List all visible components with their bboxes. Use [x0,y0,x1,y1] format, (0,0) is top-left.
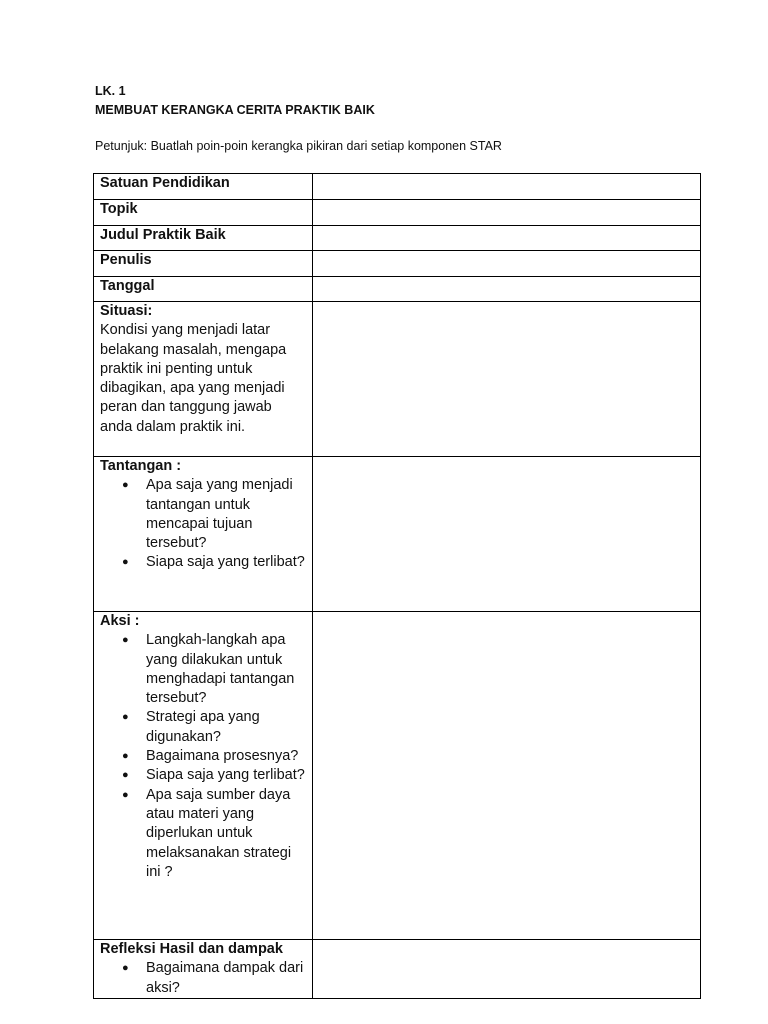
aksi-heading: Aksi : [100,613,140,629]
row-label-topik: Topik [94,200,313,226]
list-item: ● Apa saja yang menjadi tantangan untuk mencapai tujuan tersebut? [146,476,306,553]
list-item: ● Langkah-langkah apa yang dilakukan untuk menghadapi tantangan tersebut? [146,631,306,708]
row-label-tanggal: Tanggal [94,277,313,302]
table-row [94,302,701,457]
worksheet-code: LK. 1 [95,84,126,98]
situasi-heading: Situasi: [100,303,153,319]
table-row [94,457,701,612]
row-label-tantangan [94,457,313,612]
table-row [94,612,701,940]
worksheet-title: MEMBUAT KERANGKA CERITA PRAKTIK BAIK [95,103,375,117]
field-satuan-pendidikan[interactable] [313,174,701,200]
row-label-satuan-pendidikan: Satuan Pendidikan [94,174,313,200]
field-aksi[interactable] [313,612,701,940]
row-label-judul-praktik-baik: Judul Praktik Baik [94,226,313,251]
list-item: ● Bagaimana dampak dari aksi? [146,959,306,998]
row-label-penulis: Penulis [94,251,313,277]
field-topik[interactable] [313,200,701,226]
refleksi-points [100,959,306,998]
instruction-text: Petunjuk: Buatlah poin-poin kerangka pikiran dari setiap komponen STAR [95,139,502,153]
table-row [94,174,701,200]
row-label-situasi [94,302,313,457]
row-label-aksi [94,612,313,940]
field-tantangan[interactable] [313,457,701,612]
table-row [94,251,701,277]
list-item: ● Bagaimana prosesnya? [146,747,306,766]
field-tanggal[interactable] [313,277,701,302]
tantangan-points [100,476,306,572]
list-item: ● Siapa saja yang terlibat? [146,553,306,572]
list-item: ● Strategi apa yang digunakan? [146,708,306,747]
table-row [94,226,701,251]
field-penulis[interactable] [313,251,701,277]
table-row [94,200,701,226]
field-refleksi[interactable] [313,940,701,999]
tantangan-heading: Tantangan : [100,458,182,474]
field-judul-praktik-baik[interactable] [313,226,701,251]
aksi-points [100,631,306,882]
list-item: ● Siapa saja yang terlibat? [146,766,306,785]
list-item: ● Apa saja sumber daya atau materi yang diperlukan untuk melaksanakan strategi ini ? [146,786,306,882]
refleksi-heading: Refleksi Hasil dan dampak [100,941,283,957]
table-row [94,277,701,302]
situasi-description: Kondisi yang menjadi latar belakang masalah, mengapa praktik ini penting untuk dibagikan, apa yang menjadi peran dan tanggung jawab anda dalam praktik ini. [100,322,287,435]
row-label-refleksi [94,940,313,999]
star-framework-table [93,173,701,999]
field-situasi[interactable] [313,302,701,457]
table-row [94,940,701,999]
